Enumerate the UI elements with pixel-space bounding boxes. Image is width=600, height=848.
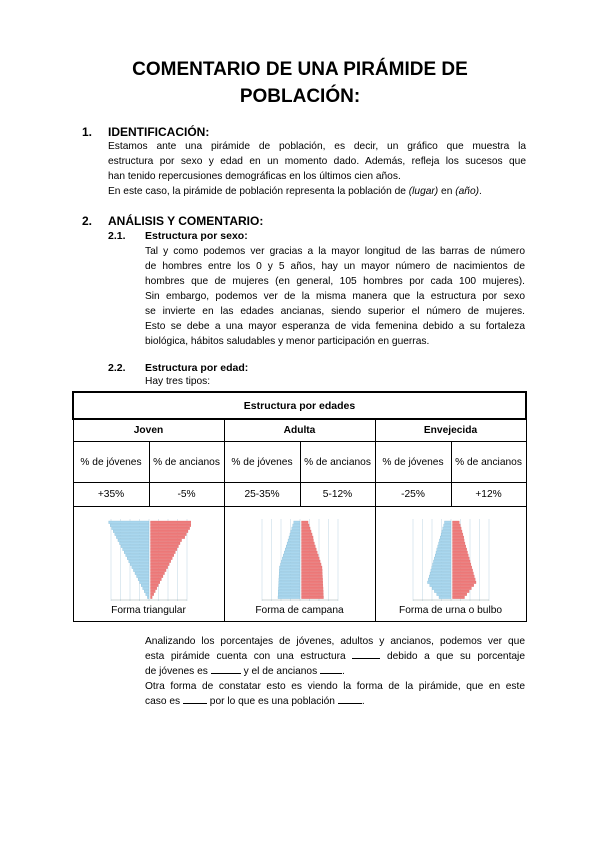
female-bar: [150, 569, 166, 572]
column-label: % de jóvenes: [73, 442, 149, 483]
case-line: En este caso, la pirámide de población representa la población de (lugar) en (año).: [108, 186, 482, 197]
pyramid-caption: Forma de urna o bulbo: [398, 605, 503, 616]
page-title: [0, 56, 600, 110]
group-joven: Joven: [73, 419, 224, 442]
female-bar: [150, 536, 184, 539]
male-bar: [283, 554, 300, 557]
female-bar: [452, 596, 464, 599]
female-bar: [452, 533, 462, 536]
female-bar: [301, 545, 315, 548]
age-structure-table: [72, 391, 527, 622]
female-bar: [301, 533, 312, 536]
male-bar: [119, 542, 149, 545]
male-bar: [436, 548, 450, 551]
male-bar: [278, 596, 300, 599]
female-bar: [452, 581, 476, 584]
female-bar: [452, 578, 475, 581]
section-2-heading: ANÁLISIS Y COMENTARIO:: [108, 214, 264, 228]
male-bar: [431, 566, 450, 569]
male-bar: [136, 575, 148, 578]
subsection-2-1-paragraph: [145, 244, 525, 349]
subsection-2-2-number: 2.2.: [108, 362, 126, 374]
male-bar: [427, 581, 451, 584]
male-bar: [288, 539, 300, 542]
female-bar: [452, 545, 465, 548]
young-percent-blank[interactable]: [211, 664, 241, 674]
male-bar: [147, 596, 149, 599]
male-bar: [290, 530, 299, 533]
male-bar: [279, 575, 300, 578]
female-bar: [150, 542, 180, 545]
group-envejecida: Envejecida: [375, 419, 526, 442]
female-bar: [150, 593, 153, 596]
female-bar: [301, 593, 323, 596]
female-bar: [301, 572, 322, 575]
section-1-heading: IDENTIFICACIÓN:: [108, 125, 210, 139]
female-bar: [150, 581, 159, 584]
female-bar: [452, 524, 460, 527]
column-label: % de jóvenes: [224, 442, 300, 483]
female-bar: [452, 560, 470, 563]
female-bar: [301, 548, 316, 551]
table-value: -5%: [149, 483, 224, 507]
male-bar: [285, 548, 300, 551]
place-placeholder: (lugar): [408, 186, 439, 197]
male-bar: [289, 536, 300, 539]
table-value: 25-35%: [224, 483, 300, 507]
male-bar: [145, 593, 148, 596]
title-line-2: POBLACIÓN:: [239, 86, 361, 107]
male-bar: [435, 554, 451, 557]
column-label: % de ancianos: [149, 442, 224, 483]
male-bar: [141, 584, 149, 587]
female-bar: [452, 566, 471, 569]
female-bar: [301, 566, 322, 569]
male-bar: [287, 542, 300, 545]
paragraph-line: de hombres entre los 0 y 5 años, hay un mayor número de nacimientos de: [145, 261, 525, 272]
subsection-2-1-number: 2.1.: [108, 230, 126, 242]
pyramid-cell-adulta: [224, 507, 375, 622]
female-bar: [301, 563, 321, 566]
male-bar: [125, 554, 148, 557]
female-bar: [150, 596, 152, 599]
paragraph-line: Sin embargo, podemos ver de la misma manera que la estructura por sexo: [145, 291, 525, 302]
elderly-percent-blank[interactable]: [320, 664, 342, 674]
paragraph-line: hombres que de mujeres (en general, 105 hombres por cada 100 mujeres).: [145, 276, 525, 287]
male-bar: [130, 563, 149, 566]
male-bar: [289, 533, 299, 536]
female-bar: [452, 587, 471, 590]
female-bar: [150, 557, 172, 560]
male-bar: [432, 587, 451, 590]
male-bar: [444, 521, 451, 524]
pyramid-cell-envejecida: [375, 507, 526, 622]
male-bar: [429, 575, 451, 578]
female-bar: [150, 563, 169, 566]
paragraph-line: caso es por lo que es una población .: [145, 696, 365, 707]
female-bar: [301, 587, 323, 590]
female-bar: [452, 551, 467, 554]
male-bar: [439, 539, 451, 542]
female-bar: [452, 548, 466, 551]
section-1-number: 1.: [82, 125, 93, 139]
female-bar: [150, 560, 170, 563]
female-bar: [452, 527, 461, 530]
triangular-pyramid-icon: [107, 519, 191, 603]
male-bar: [138, 578, 149, 581]
structure-blank[interactable]: [352, 649, 380, 659]
female-bar: [452, 542, 464, 545]
urn-pyramid-icon: [409, 519, 493, 603]
male-bar: [280, 563, 300, 566]
paragraph-line: Estamos ante una pirámide de población, es decir, un gráfico que muestra la: [108, 141, 526, 152]
female-bar: [301, 539, 313, 542]
subsection-2-2-intro: Hay tres tipos:: [145, 376, 211, 387]
section-1-paragraph: [108, 139, 526, 199]
female-bar: [301, 596, 323, 599]
female-bar: [301, 530, 311, 533]
male-bar: [292, 524, 299, 527]
female-bar: [150, 578, 161, 581]
female-bar: [301, 554, 318, 557]
male-bar: [441, 533, 451, 536]
pyramid-caption: Forma de campana: [255, 605, 344, 616]
male-bar: [442, 527, 450, 530]
male-bar: [281, 560, 300, 563]
table-value: +12%: [451, 483, 526, 507]
female-bar: [150, 572, 164, 575]
male-bar: [131, 566, 148, 569]
male-bar: [124, 551, 149, 554]
male-bar: [278, 584, 299, 587]
male-bar: [278, 593, 300, 596]
table-value: 5-12%: [300, 483, 375, 507]
female-bar: [150, 584, 158, 587]
female-bar: [301, 536, 313, 539]
male-bar: [432, 563, 450, 566]
column-label: % de ancianos: [451, 442, 526, 483]
male-bar: [430, 572, 451, 575]
female-bar: [150, 524, 191, 527]
male-bar: [108, 521, 148, 524]
female-bar: [150, 590, 155, 593]
table-header: Estructura por edades: [73, 392, 526, 419]
male-bar: [135, 572, 149, 575]
female-bar: [301, 569, 322, 572]
male-bar: [278, 581, 299, 584]
paragraph-line: Analizando los porcentajes de jóvenes, adultos y ancianos, podemos ver que: [145, 636, 525, 647]
male-bar: [117, 539, 148, 542]
male-bar: [278, 590, 300, 593]
male-bar: [436, 551, 451, 554]
female-bar: [301, 542, 314, 545]
male-bar: [110, 524, 149, 527]
male-bar: [139, 581, 148, 584]
male-bar: [279, 569, 300, 572]
group-adulta: Adulta: [224, 419, 375, 442]
male-bar: [286, 545, 300, 548]
female-bar: [301, 560, 320, 563]
female-bar: [452, 575, 474, 578]
male-bar: [279, 566, 300, 569]
male-bar: [278, 578, 299, 581]
female-bar: [150, 575, 162, 578]
female-bar: [301, 521, 308, 524]
female-bar: [150, 521, 191, 524]
subsection-2-2-heading: Estructura por edad:: [145, 362, 249, 374]
paragraph-line: han tenido repercusiones demográficas en los últimos cien años.: [108, 171, 401, 182]
male-bar: [428, 578, 451, 581]
male-bar: [111, 527, 148, 530]
pyramid-caption: Forma triangular: [111, 605, 186, 616]
male-bar: [440, 536, 451, 539]
male-bar: [434, 557, 451, 560]
column-label: % de jóvenes: [375, 442, 451, 483]
female-bar: [150, 551, 175, 554]
female-bar: [452, 536, 463, 539]
female-bar: [301, 581, 322, 584]
male-bar: [443, 524, 450, 527]
male-bar: [116, 536, 149, 539]
male-bar: [121, 545, 149, 548]
pyramid-cell-joven: [73, 507, 224, 622]
female-bar: [301, 557, 319, 560]
female-bar: [150, 527, 189, 530]
paragraph-line: se invierte en las edades ancianas, siendo superior el número de mujeres.: [145, 306, 525, 317]
male-bar: [433, 560, 451, 563]
female-bar: [452, 569, 472, 572]
bell-pyramid-icon: [258, 519, 342, 603]
title-line-1: COMENTARIO DE UNA PIRÁMIDE DE: [132, 59, 468, 80]
female-bar: [150, 533, 186, 536]
male-bar: [284, 551, 300, 554]
population-type-blank[interactable]: [338, 694, 362, 704]
paragraph-line: Otra forma de constatar esto es viendo la forma de la pirámide, que en este: [145, 681, 525, 692]
male-bar: [122, 548, 148, 551]
male-bar: [128, 560, 148, 563]
male-bar: [291, 527, 299, 530]
conclusion-paragraph: [145, 634, 525, 709]
shape-blank[interactable]: [183, 694, 207, 704]
female-bar: [452, 530, 462, 533]
male-bar: [113, 530, 149, 533]
female-bar: [301, 590, 323, 593]
female-bar: [452, 590, 469, 593]
female-bar: [452, 557, 469, 560]
female-bar: [150, 545, 178, 548]
paragraph-line: esta pirámide cuenta con una estructura debido a que su porcentaje: [145, 651, 525, 662]
table-value: -25%: [375, 483, 451, 507]
female-bar: [452, 584, 473, 587]
paragraph-line: de jóvenes es y el de ancianos .: [145, 666, 345, 677]
female-bar: [452, 521, 459, 524]
male-bar: [142, 587, 148, 590]
male-bar: [144, 590, 149, 593]
female-bar: [150, 566, 167, 569]
male-bar: [279, 572, 300, 575]
year-placeholder: (año): [455, 186, 480, 197]
female-bar: [150, 587, 156, 590]
male-bar: [437, 545, 450, 548]
table-value: +35%: [73, 483, 149, 507]
female-bar: [150, 548, 176, 551]
subsection-2-1-heading: Estructura por sexo:: [145, 230, 248, 242]
female-bar: [452, 572, 473, 575]
paragraph-line: biológica, hábitos saludables y menor participación en guerras.: [145, 336, 430, 347]
female-bar: [301, 524, 309, 527]
column-label: % de ancianos: [300, 442, 375, 483]
male-bar: [438, 542, 450, 545]
female-bar: [452, 593, 466, 596]
female-bar: [452, 563, 470, 566]
female-bar: [301, 527, 310, 530]
male-bar: [441, 530, 450, 533]
section-2-number: 2.: [82, 214, 93, 228]
male-bar: [439, 596, 451, 599]
male-bar: [430, 569, 450, 572]
male-bar: [114, 533, 148, 536]
female-bar: [301, 578, 322, 581]
female-bar: [301, 575, 322, 578]
female-bar: [150, 530, 187, 533]
female-bar: [301, 551, 317, 554]
male-bar: [127, 557, 149, 560]
male-bar: [434, 590, 451, 593]
paragraph-line: Esto se debe a una mayor esperanza de vida femenina debido a su fortaleza: [145, 321, 525, 332]
female-bar: [301, 584, 322, 587]
male-bar: [436, 593, 450, 596]
paragraph-line: Tal y como podemos ver gracias a la mayor longitud de las barras de número: [145, 246, 525, 257]
female-bar: [452, 539, 464, 542]
female-bar: [452, 554, 468, 557]
female-bar: [150, 554, 173, 557]
female-bar: [150, 539, 181, 542]
paragraph-line: estructura por sexo y edad en un momento dado. Además, refleja los sucesos que: [108, 156, 526, 167]
male-bar: [293, 521, 299, 524]
male-bar: [278, 587, 300, 590]
male-bar: [282, 557, 300, 560]
male-bar: [429, 584, 450, 587]
male-bar: [133, 569, 149, 572]
